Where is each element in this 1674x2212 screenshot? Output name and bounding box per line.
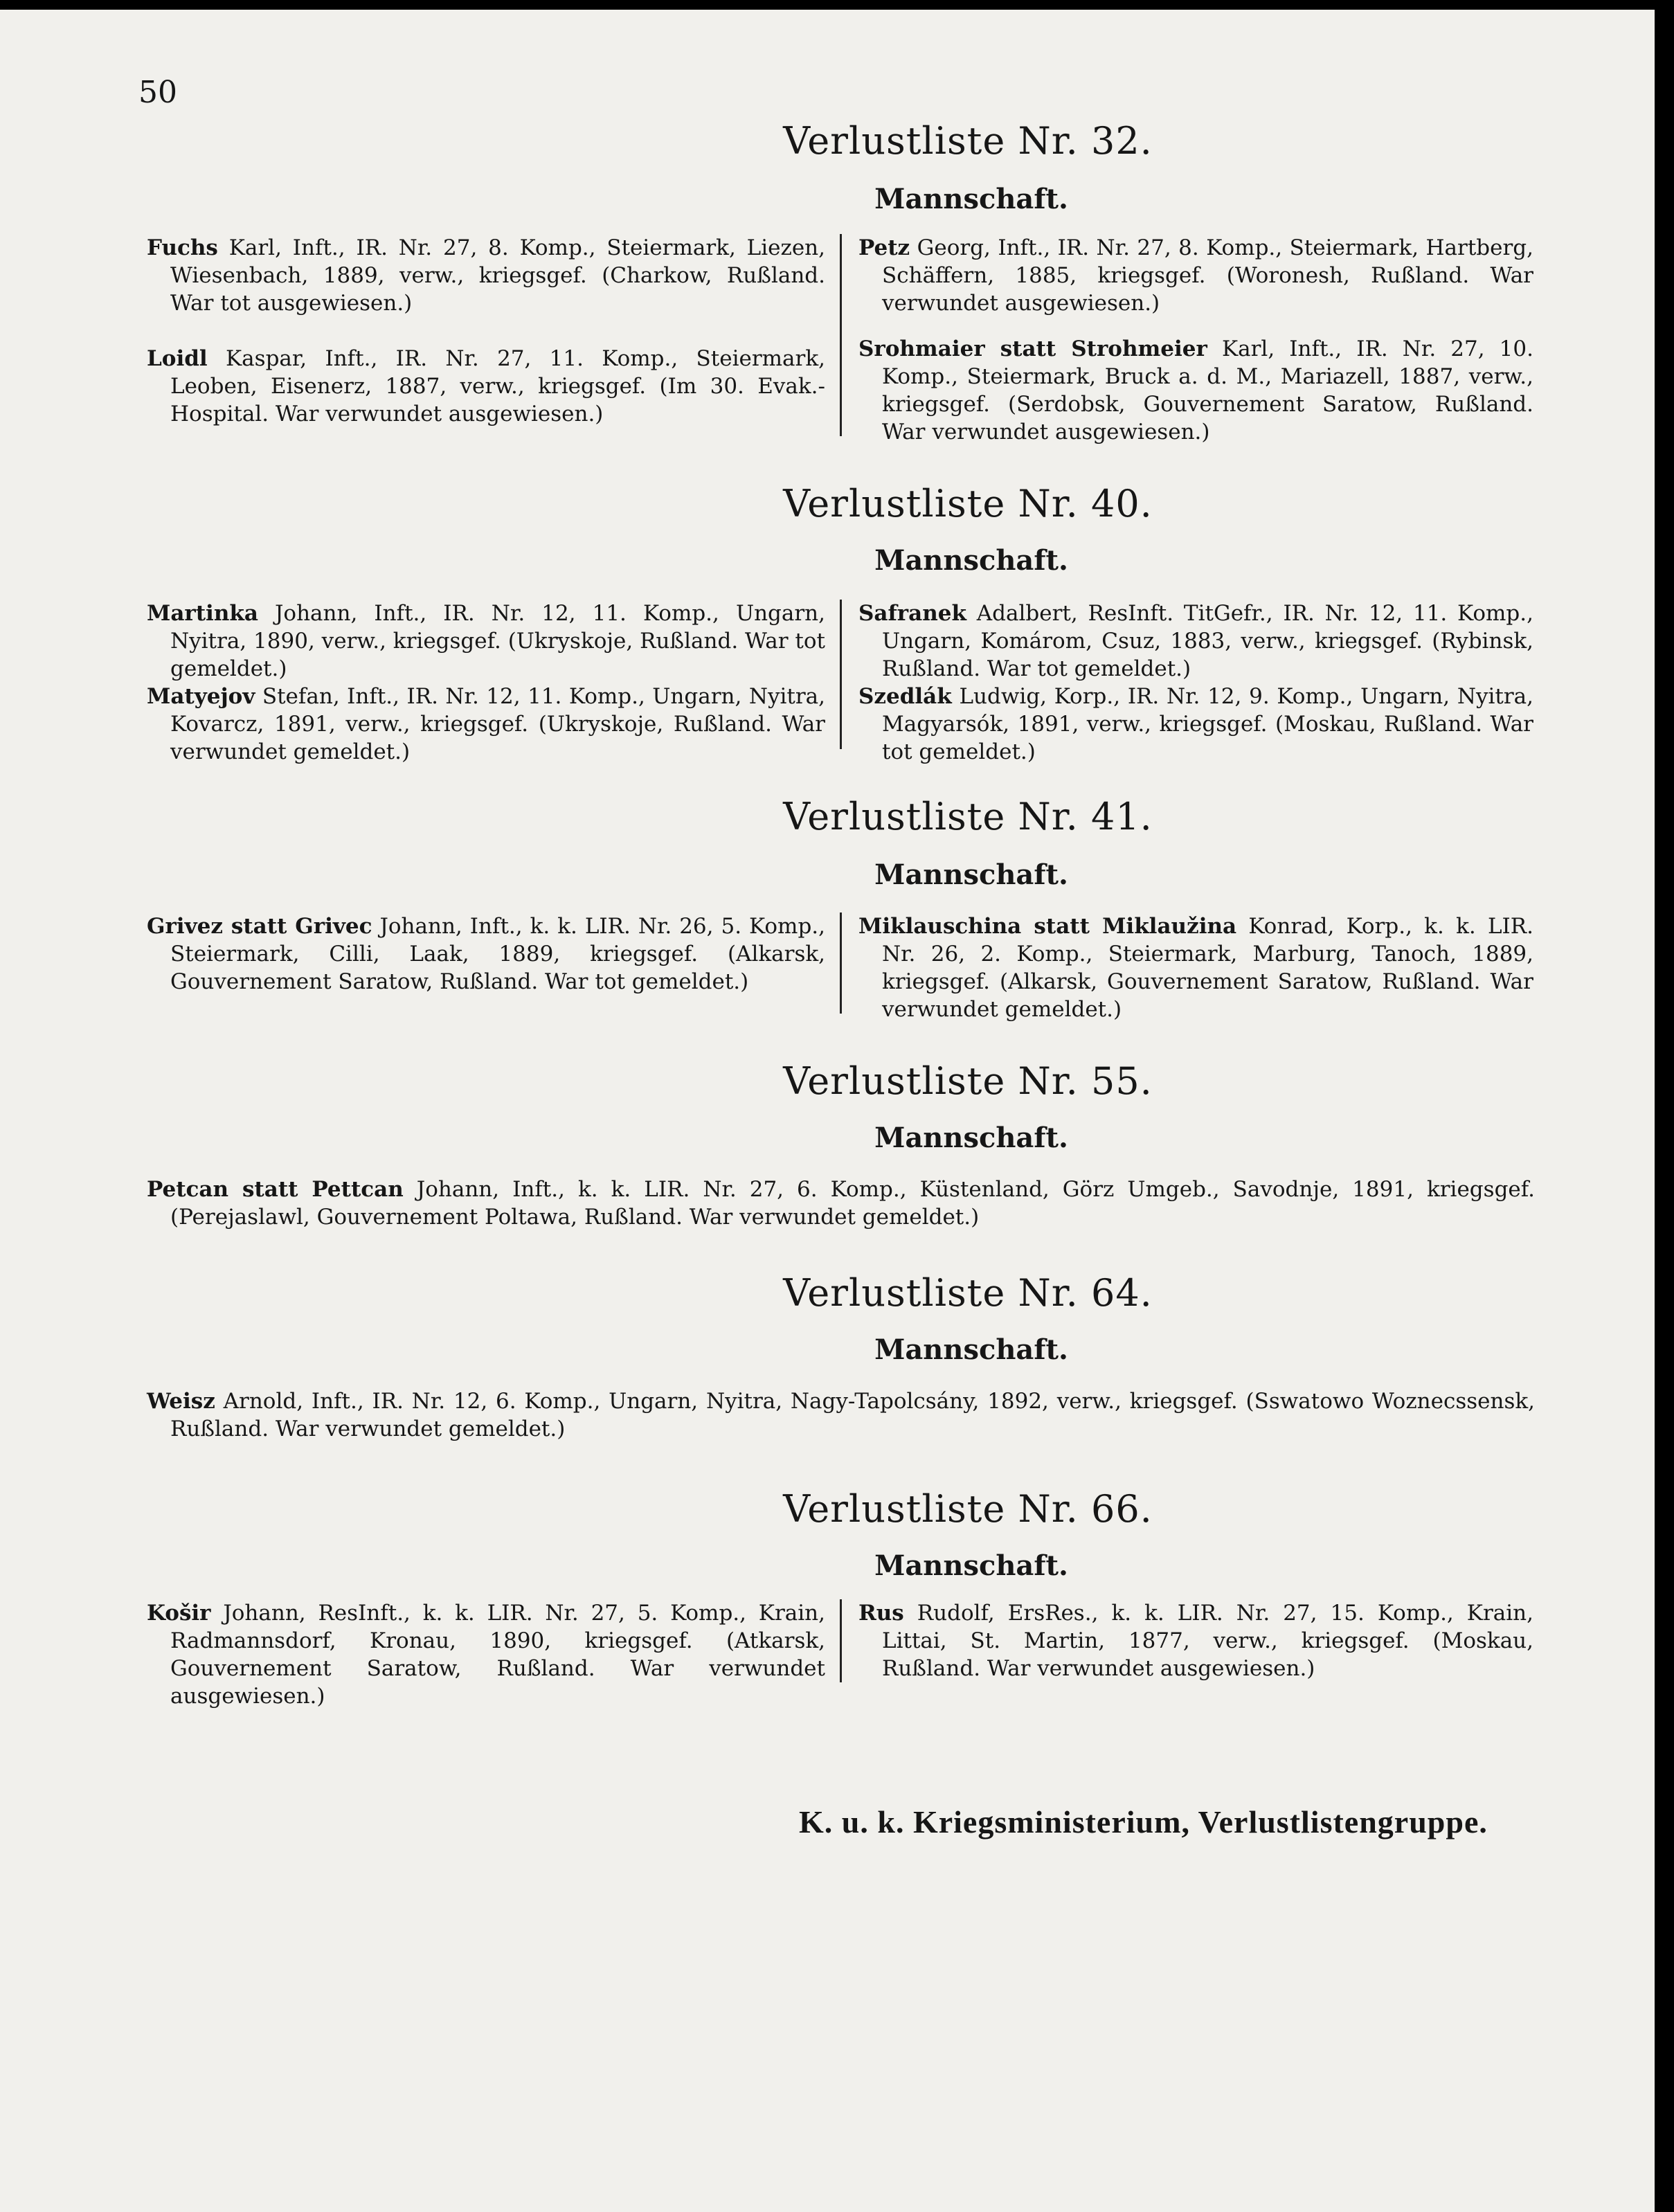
list-entry — [147, 600, 825, 683]
entry-details: Rudolf, ErsRes., k. k. LIR. Nr. 27, 15. Komp., Krain, Littai, St. Martin, 1877, verw., kriegsgef. (Moskau, Rußland. War verwundet ausgewiesen.) — [882, 1601, 1533, 1681]
entry-details: Konrad, Korp., k. k. LIR. Nr. 26, 2. Komp., Steiermark, Marburg, Tanoch, 1889, kriegsgef. (Alkarsk, Gouvernement Saratow, Rußland. War verwundet gemeldet.) — [882, 914, 1533, 1022]
scan-edge-top — [0, 0, 1674, 10]
entry-details: Arnold, Inft., IR. Nr. 12, 6. Komp., Ungarn, Nyitra, Nagy-Tapolcsány, 1892, verw., kriegsgef. (Sswatowo Woznecssensk, Rußland. War verwundet gemeldet.) — [170, 1389, 1536, 1441]
entry-details: Adalbert, ResInft. TitGefr., IR. Nr. 12, 11. Komp., Ungarn, Komárom, Csuz, 1883, verw., kriegsgef. (Rybinsk, Rußland. War tot gemeldet.) — [882, 601, 1533, 681]
entry-surname: Loidl — [147, 346, 208, 371]
entry-surname: Petcan statt Pettcan — [147, 1177, 404, 1202]
section-32-left-column — [147, 234, 825, 456]
signature-line: K. u. k. Kriegsministerium, Verlustlistengruppe. — [799, 1804, 1488, 1840]
entry-surname: Rus — [858, 1601, 904, 1626]
entry-details: Stefan, Inft., IR. Nr. 12, 11. Komp., Ungarn, Nyitra, Kovarcz, 1891, verw., kriegsgef. (Ukryskoje, Rußland. War verwundet gemeldet.) — [170, 684, 825, 764]
entry-surname: Martinka — [147, 601, 258, 626]
section-title-41: Verlustliste Nr. 41. — [783, 795, 1153, 838]
column-divider — [840, 234, 842, 436]
entry-details: Johann, Inft., k. k. LIR. Nr. 27, 6. Komp., Küstenland, Görz Umgeb., Savodnje, 1891, kriegsgef. (Perejaslawl, Gouvernement Poltawa, Rußland. War verwundet gemeldet.) — [170, 1177, 1535, 1230]
list-entry — [858, 234, 1533, 317]
entry-surname: Weisz — [147, 1389, 215, 1414]
entry-details: Johann, ResInft., k. k. LIR. Nr. 27, 5. Komp., Krain, Radmannsdorf, Kronau, 1890, kriegsgef. (Atkarsk, Gouvernement Saratow, Rußland. War verwundet ausgewiesen.) — [170, 1601, 825, 1709]
section-32-right-column — [858, 234, 1533, 474]
entry-details: Ludwig, Korp., IR. Nr. 12, 9. Komp., Ungarn, Nyitra, Magyarsók, 1891, verw., kriegsgef. (Moskau, Rußland. War tot gemeldet.) — [882, 684, 1534, 764]
entry-surname: Košir — [147, 1601, 211, 1626]
section-66-left-column — [147, 1599, 825, 1738]
list-entry — [147, 683, 825, 766]
entry-details: Johann, Inft., IR. Nr. 12, 11. Komp., Ungarn, Nyitra, 1890, verw., kriegsgef. (Ukryskoje, Rußland. War tot gemeldet.) — [170, 601, 825, 681]
entry-surname: Miklauschina statt Miklaužina — [858, 914, 1237, 939]
section-title-32: Verlustliste Nr. 32. — [783, 119, 1153, 163]
scan-edge-right — [1655, 0, 1674, 2212]
page-number: 50 — [138, 75, 177, 110]
list-entry — [147, 912, 825, 996]
section-64-column — [147, 1387, 1535, 1471]
entry-details: Karl, Inft., IR. Nr. 27, 10. Komp., Steiermark, Bruck a. d. M., Mariazell, 1887, verw., kriegsgef. (Serdobsk, Gouvernement Saratow, Rußland. War verwundet ausgewiesen.) — [882, 336, 1533, 444]
entry-surname: Szedlák — [858, 684, 952, 709]
section-title-55: Verlustliste Nr. 55. — [783, 1059, 1153, 1103]
section-40-right-column — [858, 600, 1533, 793]
list-entry — [858, 335, 1533, 446]
section-title-40: Verlustliste Nr. 40. — [783, 482, 1153, 525]
list-entry — [147, 345, 825, 428]
list-entry — [858, 683, 1533, 766]
section-subtitle-32: Mannschaft. — [874, 183, 1068, 215]
section-title-64: Verlustliste Nr. 64. — [783, 1271, 1153, 1315]
entry-surname: Petz — [858, 235, 910, 260]
entry-details: Georg, Inft., IR. Nr. 27, 8. Komp., Steiermark, Hartberg, Schäffern, 1885, kriegsgef. (Woronesh, Rußland. War verwundet ausgewiesen.) — [882, 235, 1534, 316]
entry-details: Kaspar, Inft., IR. Nr. 27, 11. Komp., Steiermark, Leoben, Eisenerz, 1887, verw., kriegsgef. (Im 30. Evak.-Hospital. War verwundet ausgewiesen.) — [170, 346, 825, 426]
list-entry — [858, 1599, 1533, 1682]
list-entry — [858, 600, 1533, 683]
entry-surname: Fuchs — [147, 235, 218, 260]
list-entry — [147, 1387, 1535, 1443]
list-entry — [858, 912, 1533, 1023]
section-subtitle-64: Mannschaft. — [874, 1333, 1068, 1366]
section-subtitle-66: Mannschaft. — [874, 1549, 1068, 1582]
entry-surname: Matyejov — [147, 684, 255, 709]
section-subtitle-55: Mannschaft. — [874, 1122, 1068, 1154]
list-entry — [147, 1176, 1535, 1231]
entry-surname: Srohmaier statt Strohmeier — [858, 336, 1207, 361]
entry-details: Karl, Inft., IR. Nr. 27, 8. Komp., Steiermark, Liezen, Wiesenbach, 1889, verw., kriegsgef. (Charkow, Rußland. War tot ausgewiesen.) — [170, 235, 825, 316]
section-41-left-column — [147, 912, 825, 1023]
entry-surname: Safranek — [858, 601, 966, 626]
list-entry — [147, 234, 825, 317]
column-divider — [840, 1599, 842, 1682]
section-66-right-column — [858, 1599, 1533, 1710]
entry-details: Johann, Inft., k. k. LIR. Nr. 26, 5. Komp., Steiermark, Cilli, Laak, 1889, kriegsgef. (Alkarsk, Gouvernement Saratow, Rußland. War tot gemeldet.) — [170, 914, 825, 994]
column-divider — [840, 912, 842, 1014]
column-divider — [840, 600, 842, 749]
section-subtitle-41: Mannschaft. — [874, 858, 1068, 891]
section-subtitle-40: Mannschaft. — [874, 544, 1068, 577]
list-entry — [147, 1599, 825, 1710]
section-40-left-column — [147, 600, 825, 793]
section-title-66: Verlustliste Nr. 66. — [783, 1487, 1153, 1531]
section-41-right-column — [858, 912, 1533, 1051]
entry-surname: Grivez statt Grivec — [147, 914, 372, 939]
section-55-column — [147, 1176, 1535, 1259]
